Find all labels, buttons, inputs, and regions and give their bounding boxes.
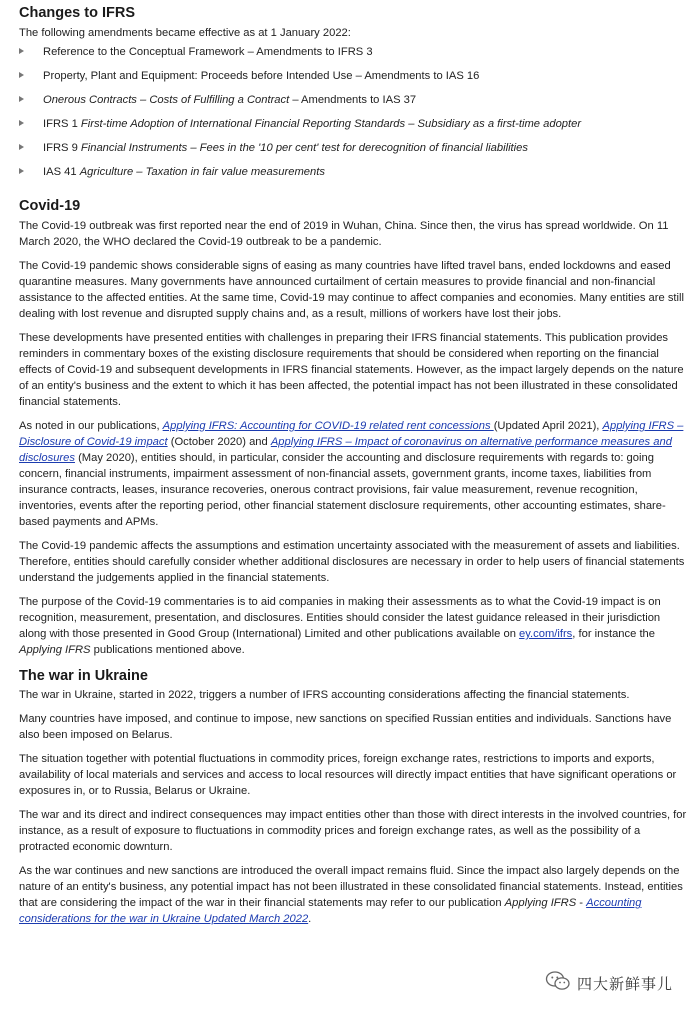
ey-ifrs-link[interactable]: ey.com/ifrs (519, 628, 573, 640)
document-content (19, 5, 690, 935)
changes-section (19, 5, 690, 188)
bullet-icon (19, 72, 24, 78)
war-paragraph-1: The war in Ukraine, started in 2022, triggers a number of IFRS accounting considerations affecting the financial statements. (19, 689, 630, 701)
war-paragraph-5: As the war continues and new sanctions are introduced the overall impact remains fluid. Since the impact also largely depends on the nature of an entity's business, any potential impact has not been illustrated in these consolidated financial statements. Instead, entities that are considering the impact of the war in their financial statements may refer to our publication Applying IFRS - Accounting considerations for the war in Ukraine Updated March 2022. (19, 865, 683, 925)
covid-paragraph-1: The Covid-19 outbreak was first reported near the end of 2019 in Wuhan, China. Since then, the virus has spread worldwide. On 11 March 2020, the WHO declared the Covid-19 outbreak to be a pandemic. (19, 220, 669, 248)
covid-paragraph-2: The Covid-19 pandemic shows considerable signs of easing as many countries have lifted travel bans, ended lockdowns and eased quarantine measures. Many governments have announced curtailment of certain measures to provide financial and non-financial assistance to the affected entities. At the same time, Covid-19 may continue to affect companies and economies. Many entities are still dealing with lost revenue and disrupted supply chains and, as a result, millions of workers have lost their jobs. (19, 260, 684, 320)
watermark (545, 972, 673, 994)
covid-paragraph-3: These developments have presented entities with challenges in preparing their IFRS financial statements. This publication provides reminders in commentary boxes of the existing disclosure requirements that should be considered when reporting on the financial effects of Covid-19 and subsequent developments in IFRS financial statements. However, as the impact largely depends on the nature of an entity's business and the extent to which it has been affected, the potential impact has not been illustrated in these consolidated financial statements. (19, 332, 684, 408)
covid-paragraph-4: As noted in our publications, Applying IFRS: Accounting for COVID-19 related rent concessions (Updated April 2021), Applying IFRS – Disclosure of Covid-19 impact (October 2020) and Applying IFRS – Impact of coronavirus on alternative performance measures and disclosures (May 2020), entities should, in particular, consider the accounting and disclosure requirements with regards to: going concern, financial instruments, impairment assessment of non-financial assets, government grants, income taxes, liabilities from insurance contracts, leases, insurance recoveries, onerous contract provisions, fair value measurement, revenue recognition, inventories, events after the reporting period, other financial statement disclosure requirements, other accounting estimates, share-based payments and APMs. (19, 420, 684, 528)
bullet-icon (19, 48, 24, 54)
covid-section (19, 198, 690, 658)
covid-paragraph-6: The purpose of the Covid-19 commentaries is to aid companies in making their assessments as to what the Covid-19 impact is on recognition, measurement, presentation, and disclosures. Entities should consider the latest guidance released in their jurisdiction along with those presented in Good Group (International) Limited and other publications available on ey.com/ifrs, for instance the Applying IFRS publications mentioned above. (19, 596, 661, 656)
list-item: IFRS 1 First-time Adoption of International Financial Reporting Standards – Subsidiary as a first-time adopter (19, 116, 690, 140)
list-item: Property, Plant and Equipment: Proceeds before Intended Use – Amendments to IAS 16 (19, 68, 690, 92)
wechat-icon (545, 970, 571, 997)
war-paragraph-4: The war and its direct and indirect consequences may impact entities other than those with direct interests in the involved countries, for instance, as a result of exposure to fluctuations in commodity prices and foreign exchange rates, as well as the possibility of a protracted economic downturn. (19, 809, 687, 853)
alternative-performance-link[interactable]: Applying IFRS – Impact of coronavirus on alternative performance measures and disclosures (19, 436, 672, 464)
watermark-text: 四大新鲜事儿 (577, 974, 674, 993)
list-item: Reference to the Conceptual Framework – Amendments to IFRS 3 (19, 44, 690, 68)
rent-concessions-link[interactable]: Applying IFRS: Accounting for COVID-19 related rent concessions (162, 420, 494, 432)
war-heading: The war in Ukraine (19, 668, 148, 684)
list-item: Onerous Contracts – Costs of Fulfilling a Contract – Amendments to IAS 37 (19, 92, 690, 116)
war-section (19, 668, 690, 927)
bullet-icon (19, 96, 24, 102)
bullet-icon (19, 168, 24, 174)
amendments-list (19, 44, 690, 188)
changes-heading: Changes to IFRS (19, 5, 136, 21)
war-ukraine-link[interactable]: Accounting considerations for the war in Ukraine Updated March 2022 (19, 897, 642, 925)
list-item: IFRS 9 Financial Instruments – Fees in the '10 per cent' test for derecognition of financial liabilities (19, 140, 690, 164)
disclosure-impact-link[interactable]: Applying IFRS – Disclosure of Covid-19 impact (19, 420, 684, 448)
list-item: IAS 41 Agriculture – Taxation in fair value measurements (19, 164, 690, 188)
bullet-icon (19, 120, 24, 126)
changes-intro: The following amendments became effective as at 1 January 2022: (19, 27, 351, 39)
war-paragraph-2: Many countries have imposed, and continue to impose, new sanctions on specified Russian entities and individuals. Sanctions have also been imposed on Belarus. (19, 713, 672, 741)
covid-heading: Covid-19 (19, 198, 81, 214)
covid-paragraph-5: The Covid-19 pandemic affects the assumptions and estimation uncertainty associated with the measurement of assets and liabilities. Therefore, entities should carefully consider whether additional disclosures are necessary in order to help users of financial statements understand the judgements applied in the financial statements. (19, 540, 685, 584)
bullet-icon (19, 144, 24, 150)
war-paragraph-3: The situation together with potential fluctuations in commodity prices, foreign exchange rates, restrictions to imports and exports, availability of local materials and services and access to local resources will directly impact entities that have significant operations or exposures in, or to Russia, Belarus or Ukraine. (19, 753, 677, 797)
